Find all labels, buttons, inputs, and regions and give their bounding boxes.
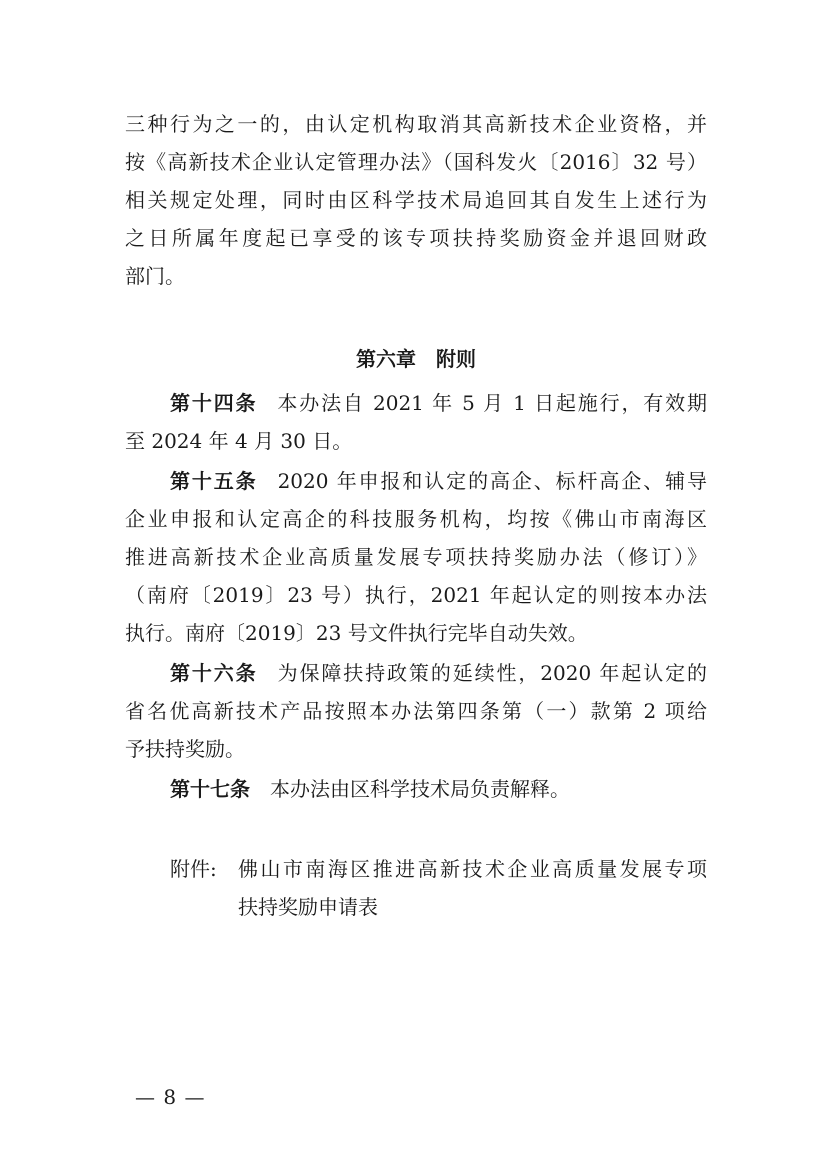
article-16-line-3: 予扶持奖励。	[125, 737, 245, 761]
article-label: 第十六条	[170, 661, 258, 685]
paragraph-line: 之日所属年度起已享受的该专项扶持奖励资金并退回财政	[125, 226, 707, 250]
page-number: — 8 —	[135, 1085, 206, 1109]
article-15-line-4: （南府〔2019〕23 号）执行，2021 年起认定的则按本办法	[125, 583, 707, 607]
article-label: 第十五条	[170, 469, 258, 493]
article-16-line-1: 第十六条 为保障扶持政策的延续性，2020 年起认定的	[170, 661, 707, 685]
article-16-line-2: 省名优高新技术产品按照本办法第四条第（一）款第 2 项给	[125, 699, 707, 723]
attachment-line-2: 扶持奖励申请表	[238, 895, 378, 919]
chapter-number: 第六章	[356, 347, 416, 371]
article-17-line-1: 第十七条 本办法由区科学技术局负责解释。	[170, 777, 570, 801]
article-label: 第十七条	[170, 777, 250, 801]
article-15-line-3: 推进高新技术企业高质量发展专项扶持奖励办法（修订）》	[125, 545, 707, 569]
paragraph-line: 部门。	[125, 264, 185, 288]
article-15-line-1: 第十五条 2020 年申报和认定的高企、标杆高企、辅导	[170, 469, 707, 493]
article-14-line-2: 至 2024 年 4 月 30 日。	[125, 429, 353, 453]
attachment-label: 附件:	[170, 857, 217, 881]
article-15-line-5: 执行。南府〔2019〕23 号文件执行完毕自动失效。	[125, 621, 588, 645]
chapter-title: 附则	[436, 347, 476, 371]
attachment-line-1: 佛山市南海区推进高新技术企业高质量发展专项	[238, 857, 707, 881]
article-15-line-2: 企业申报和认定高企的科技服务机构，均按《佛山市南海区	[125, 507, 707, 531]
paragraph-line: 按《高新技术企业认定管理办法》（国科发火〔2016〕32 号）	[125, 150, 707, 174]
article-14-line-1: 第十四条 本办法自 2021 年 5 月 1 日起施行，有效期	[170, 391, 708, 415]
paragraph-line: 相关规定处理，同时由区科学技术局追回其自发生上述行为	[125, 188, 707, 212]
chapter-heading	[125, 345, 707, 373]
article-label: 第十四条	[170, 391, 258, 415]
paragraph-line: 三种行为之一的，由认定机构取消其高新技术企业资格，并	[125, 112, 707, 136]
